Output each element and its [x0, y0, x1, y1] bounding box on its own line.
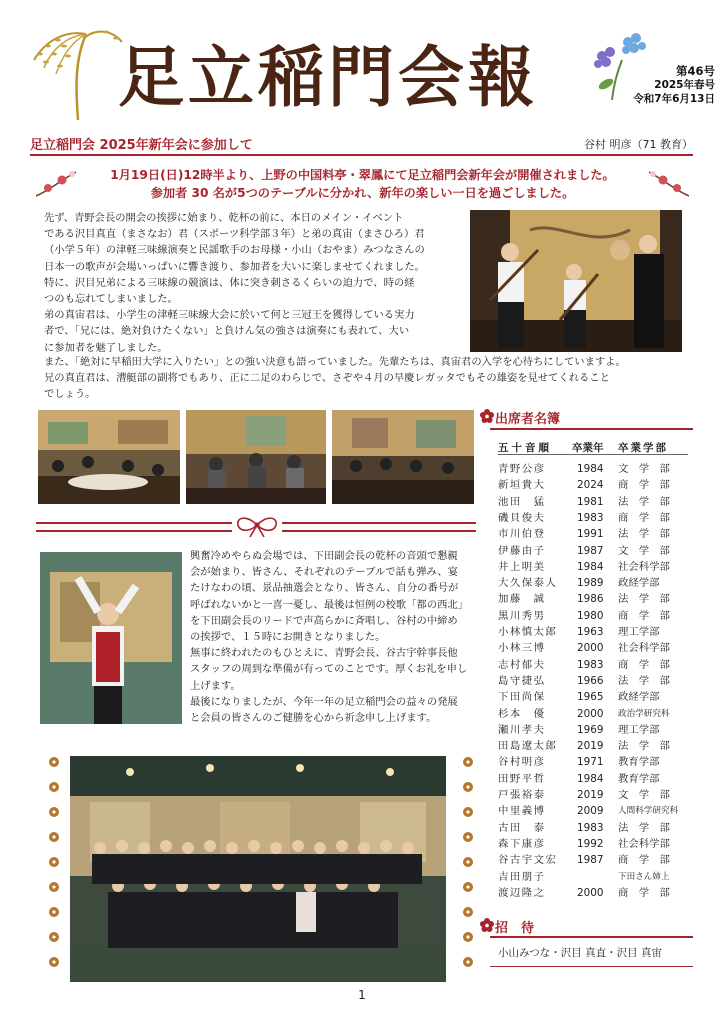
attendee-faculty: 法 学 部: [618, 821, 670, 834]
attendee-faculty: 政経学部: [618, 691, 660, 704]
attendee-faculty: 法 学 部: [618, 593, 670, 606]
attendee-row: [498, 755, 688, 770]
attendee-year: 1986: [577, 593, 604, 606]
issue-info: [623, 64, 715, 106]
attendees-flower-icon: [480, 408, 494, 422]
text-line: 特に、沢目兄弟による三味線の競演は、体に突き刺さるくらいの迫力で、時の経: [44, 276, 415, 289]
attendee-year: 1989: [577, 577, 604, 590]
article-lead: [60, 166, 665, 202]
attendee-name: 谷村明彦: [498, 756, 546, 769]
attendee-row: [498, 478, 688, 493]
attendee-row: [498, 739, 688, 754]
text-line: スタッフの周到な準備が有ってのことです。厚くお礼を申し: [190, 663, 468, 676]
attendee-row: [498, 723, 688, 738]
attendee-year: 2009: [577, 805, 604, 818]
flower-border-left: [44, 754, 64, 980]
attendee-row: [498, 511, 688, 526]
text-line: 兄の真直君は、漕艇部の副将でもあり、正に二足のわらじで、さぞや４月の早慶レガッタでもその雄姿を見せてくれること: [44, 372, 610, 385]
attendee-year: 2024: [577, 479, 604, 492]
attendee-row: [498, 544, 688, 559]
shamisen-performance-photo: [470, 210, 682, 352]
attendee-faculty: 法 学 部: [618, 740, 670, 753]
text-line: （小学５年）の津軽三味線演奏と民謡歌手のお母様・小山（おやま）みつなさんの: [44, 244, 425, 257]
attendee-name: 谷古宇文宏: [498, 854, 558, 867]
party-photo-1: [38, 410, 180, 504]
attendee-row: [498, 576, 688, 591]
article-author: 谷村 明彦（71 教育）: [584, 138, 693, 151]
attendee-faculty: 理工学部: [618, 723, 660, 736]
attendee-faculty: 商 学 部: [618, 886, 670, 899]
text-line: の挨拶で、１５時にお開きとなりました。: [190, 631, 386, 644]
newsletter-title: 足立稲門会報: [118, 39, 538, 116]
attendee-faculty: 下田さん姉上: [618, 871, 670, 882]
attendee-faculty: 教育学部: [618, 756, 660, 769]
party-photo-3: [332, 410, 474, 504]
attendee-name: 渡辺隆之: [498, 886, 546, 899]
issue-season: 2025年春号: [654, 79, 715, 91]
attendee-faculty: 文 学 部: [618, 463, 670, 475]
text-line: 日本一の歌声が会場いっぱいに響き渡り、参加者を大いに楽しませてくれました。: [44, 260, 425, 273]
article-paragraph-2: [44, 354, 670, 403]
attendee-name: 加藤 誠: [498, 593, 546, 606]
lead-line: 参加者 30 名が5つのテーブルに分かれ、新年の楽しい一日を過ごしました。: [150, 186, 575, 200]
attendee-faculty: 法 学 部: [618, 674, 670, 687]
group-photo: [70, 756, 446, 982]
invitation-title: 招 待: [495, 921, 535, 936]
attendee-faculty: 社会科学部: [618, 642, 670, 655]
attendee-name: 大久保泰人: [498, 577, 558, 590]
attendee-name: 下田尚保: [498, 691, 546, 704]
divider-left: [36, 522, 232, 532]
attendee-name: 井上明美: [498, 560, 546, 573]
text-line: に参加者を魅了しました。: [44, 341, 168, 354]
attendee-faculty: 政治学研究科: [618, 708, 670, 719]
attendee-name: 森下康彦: [498, 837, 546, 850]
attendee-name: 田野平哲: [498, 772, 546, 785]
attendee-name: 黒川秀男: [498, 609, 546, 622]
attendee-year: 1983: [577, 511, 604, 524]
attendee-name: 中里義博: [498, 805, 546, 818]
attendee-name: 島守捷弘: [498, 674, 546, 687]
attendee-name: 戸張裕泰: [498, 789, 546, 801]
attendee-year: 1987: [577, 544, 604, 557]
attendee-year: 2000: [577, 707, 604, 720]
attendee-row: [498, 658, 688, 673]
attendee-year: 2000: [577, 642, 604, 655]
attendee-faculty: 法 学 部: [618, 528, 670, 541]
attendee-name: 吉田朋子: [498, 870, 546, 883]
attendee-name: 小林三博: [498, 642, 546, 655]
attendee-name: 志村郁夫: [498, 658, 546, 671]
attendee-year: 1984: [577, 560, 604, 573]
attendee-row: [498, 462, 688, 477]
attendee-name: 田島遼太郎: [498, 740, 558, 753]
attendee-year: 1969: [577, 723, 604, 736]
attendee-row: [498, 527, 688, 542]
attendee-faculty: 社会科学部: [618, 837, 670, 850]
attendees-title: 出席者名簿: [495, 412, 561, 427]
attendee-year: 1965: [577, 691, 604, 704]
attendee-faculty: 商 学 部: [618, 511, 670, 524]
attendee-name: 池田 猛: [498, 495, 546, 508]
attendee-row: [498, 495, 688, 510]
attendee-row: [498, 641, 688, 656]
text-line: つのも忘れてしまいました。: [44, 293, 178, 306]
attendee-name: 青野公彦: [498, 463, 546, 475]
attendee-row: [498, 625, 688, 640]
header-name: 五十音順: [498, 442, 552, 454]
article-paragraph-1: [44, 210, 464, 356]
attendee-year: 1966: [577, 674, 604, 687]
attendee-year: 2019: [577, 789, 604, 801]
attendee-faculty: 法 学 部: [618, 495, 670, 508]
attendee-row: [498, 837, 688, 852]
attendee-faculty: 文 学 部: [618, 789, 670, 801]
issue-date: 令和7年6月13日: [633, 93, 715, 105]
attendee-name: 新垣貴大: [498, 479, 546, 492]
attendee-year: 1983: [577, 658, 604, 671]
invited-guests: 小山みつな・沢目 真直・沢目 真宙: [498, 947, 662, 959]
attendee-faculty: 商 学 部: [618, 658, 670, 671]
attendee-year: 1984: [577, 463, 604, 475]
attendee-name: 瀬川孝夫: [498, 723, 546, 736]
attendee-name: 古田 泰: [498, 821, 546, 834]
attendee-year: 1980: [577, 609, 604, 622]
attendee-year: 2019: [577, 740, 604, 753]
attendee-faculty: 社会科学部: [618, 560, 670, 573]
attendee-name: 市川伯登: [498, 528, 546, 541]
attendee-row: [498, 690, 688, 705]
toast-speech-photo: [40, 552, 182, 724]
attendee-row: [498, 674, 688, 689]
text-line: たけなわの頃、景品抽選会となり、皆さん、自分の番号が: [190, 582, 459, 595]
attendee-row: [498, 804, 688, 819]
attendee-row: [498, 886, 688, 901]
attendee-row: [498, 870, 688, 885]
attendee-faculty: 文 学 部: [618, 544, 670, 557]
rice-plant-icon: [26, 22, 126, 122]
attendee-faculty: 商 学 部: [618, 479, 670, 492]
lead-line: 1月19日(日)12時半より、上野の中国料亭・翠鳳にて足立稲門会新年会が開催されました。: [110, 168, 615, 182]
text-line: 先ず、青野会長の開会の挨拶に始まり、乾杯の前に、本日のメイン・イベント: [44, 212, 404, 224]
text-line: 無事に終われたのもひとえに、青野会長、谷古宇幹事長他: [190, 647, 458, 660]
attendee-row: [498, 772, 688, 787]
attendee-year: 1981: [577, 495, 604, 508]
text-line: でしょう。: [44, 388, 96, 401]
attendee-row: [498, 788, 688, 803]
article-title: 足立稲門会 2025年新年会に参加して: [30, 138, 253, 153]
ribbon-knot-icon: [234, 512, 280, 538]
attendee-name: 伊藤由子: [498, 544, 546, 557]
attendee-row: [498, 707, 688, 722]
page-number: 1: [358, 988, 366, 1002]
text-line: を下田副会長のリードで声高らかに斉唱し、谷村の中締め: [190, 614, 458, 627]
attendees-header: [498, 440, 688, 455]
header-faculty: 卒業学部: [618, 442, 668, 454]
attendee-faculty: 政経学部: [618, 577, 660, 590]
attendee-faculty: 教育学部: [618, 772, 660, 785]
party-photo-2: [186, 410, 326, 504]
text-line: 興奮冷めやらぬ会場では、下田副会長の乾杯の音頭で懇親: [190, 550, 458, 562]
attendee-year: 1984: [577, 772, 604, 785]
article-paragraph-3: [190, 548, 480, 726]
attendee-faculty: 商 学 部: [618, 609, 670, 622]
attendee-faculty: 商 学 部: [618, 854, 670, 867]
attendee-year: 1987: [577, 854, 604, 867]
text-line: 呼ばれないかと一喜一憂し、最後は恒例の校歌「都の西北」: [190, 598, 469, 611]
text-line: また、「絶対に早稲田大学に入りたい」との強い決意も語っていました。先輩たちは、真宙君の入学を心待ちにしていますよ。: [44, 356, 626, 368]
issue-number: 第46号: [675, 64, 715, 78]
attendee-year: 2000: [577, 886, 604, 899]
text-line: 者で、「兄には、絶対負けたくない」と負けん気の強さは演奏にも表れて、大い: [44, 325, 410, 338]
text-line: 会が始まり、皆さん、それぞれのテーブルで話も弾み、宴: [190, 566, 459, 579]
attendee-row: [498, 853, 688, 868]
text-line: と会員の皆さんのご健勝を心から祈念申し上げます。: [190, 712, 437, 725]
text-line: 上げます。: [190, 679, 241, 692]
divider-right: [282, 522, 476, 532]
text-line: である沢目真直（まさなお）君（スポーツ科学部３年）と弟の真宙（まさひろ）君: [44, 228, 425, 241]
attendee-name: 小林慎太郎: [498, 626, 558, 638]
attendee-year: 1983: [577, 821, 604, 834]
attendee-year: 1971: [577, 756, 604, 769]
attendee-faculty: 理工学部: [618, 626, 660, 638]
invitation-flower-icon: [480, 917, 494, 931]
text-line: 最後になりましたが、今年一年の足立稲門会の益々の発展: [190, 695, 458, 708]
invitation-box: [490, 936, 693, 967]
attendee-row: [498, 609, 688, 624]
attendee-name: 杉本 優: [498, 707, 546, 720]
text-line: 弟の真宙君は、小学生の津軽三味線大会に於いて何と三冠王を獲得している実力: [44, 309, 415, 322]
attendee-faculty: 人間科学研究科: [618, 806, 679, 817]
attendees-table: [490, 428, 693, 918]
attendee-year: 1963: [577, 626, 604, 638]
attendee-name: 磯貝俊夫: [498, 511, 546, 524]
attendee-row: [498, 560, 688, 575]
attendee-year: 1991: [577, 528, 604, 541]
attendee-row: [498, 821, 688, 836]
flower-border-right: [458, 754, 478, 980]
attendee-row: [498, 592, 688, 607]
attendee-year: 1992: [577, 837, 604, 850]
header-year: 卒業年: [572, 442, 604, 454]
